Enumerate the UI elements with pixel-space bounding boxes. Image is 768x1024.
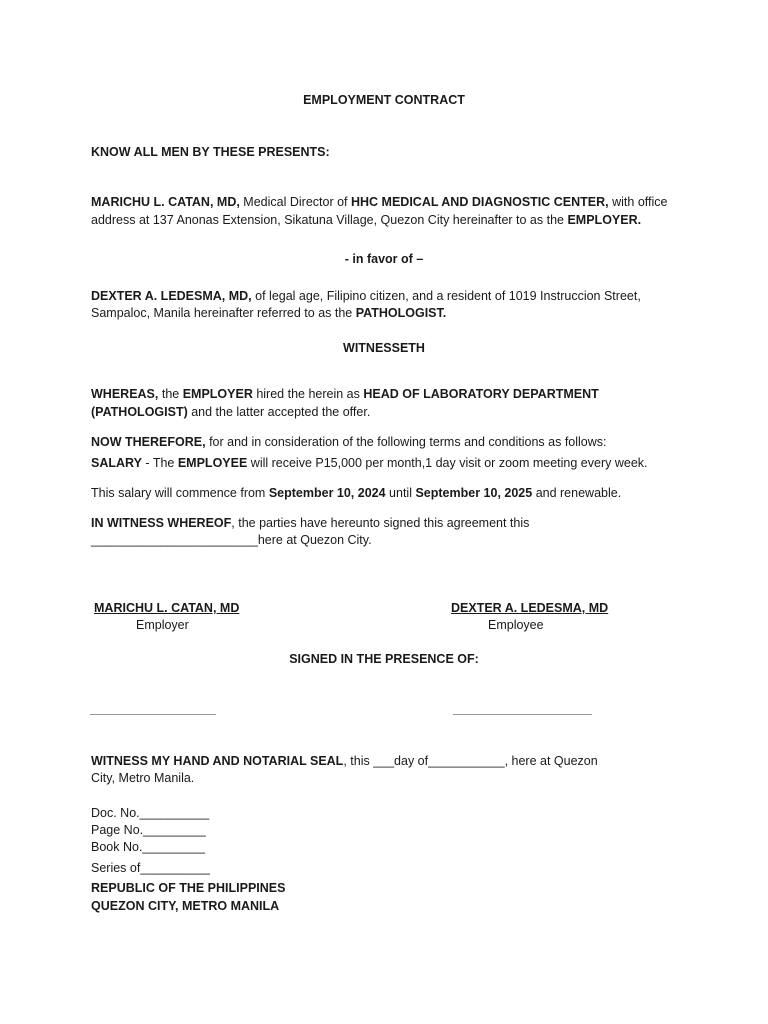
commence-paragraph: This salary will commence from September 10, 2024 until September 10, 2025 and renewable. bbox=[91, 486, 622, 500]
city-heading: QUEZON CITY, METRO MANILA bbox=[91, 899, 280, 913]
notarial-line-1: WITNESS MY HAND AND NOTARIAL SEAL, this ___day of___________, here at Quezon bbox=[91, 754, 598, 768]
republic-heading: REPUBLIC OF THE PHILIPPINES bbox=[91, 881, 286, 895]
employee-signatory-name: DEXTER A. LEDESMA, MD bbox=[451, 601, 609, 615]
witnesseth-heading: WITNESSETH bbox=[343, 341, 425, 355]
start-date: September 10, 2024 bbox=[268, 486, 386, 500]
signed-presence-heading: SIGNED IN THE PRESENCE OF: bbox=[289, 652, 479, 666]
whereas-line-2: (PATHOLOGIST) and the latter accepted the offer. bbox=[91, 405, 371, 419]
now-therefore-paragraph: NOW THEREFORE, for and in consideration of the following terms and conditions as follows: bbox=[91, 435, 607, 449]
witness-whereof-line-2: ________________________here at Quezon City. bbox=[91, 533, 372, 547]
employer-name: MARICHU L. CATAN, MD, bbox=[91, 195, 240, 209]
witness-whereof-line-1: IN WITNESS WHEREOF, the parties have hereunto signed this agreement this bbox=[91, 516, 530, 530]
employer-signatory-role: Employer bbox=[136, 618, 189, 632]
employer-line-1: MARICHU L. CATAN, MD, Medical Director of HHC MEDICAL AND DIAGNOSTIC CENTER, with office bbox=[91, 195, 668, 209]
page-no-field: Page No._________ bbox=[91, 823, 206, 837]
witness-signature-line-left bbox=[90, 714, 216, 715]
employee-line-1: DEXTER A. LEDESMA, MD, of legal age, Filipino citizen, and a resident of 1019 Instruccion Street, bbox=[91, 289, 641, 303]
whereas-line-1: WHEREAS, the EMPLOYER hired the herein as HEAD OF LABORATORY DEPARTMENT bbox=[91, 387, 599, 401]
employer-line-2: address at 137 Anonas Extension, Sikatuna Village, Quezon City hereinafter to as the EMPLOYER. bbox=[91, 213, 642, 227]
intro-heading: KNOW ALL MEN BY THESE PRESENTS: bbox=[91, 145, 330, 159]
employee-line-2: Sampaloc, Manila hereinafter referred to as the PATHOLOGIST. bbox=[91, 306, 447, 320]
witness-signature-line-right bbox=[453, 714, 592, 715]
notarial-line-2: City, Metro Manila. bbox=[91, 771, 195, 785]
series-field: Series of__________ bbox=[91, 861, 210, 875]
document-title: EMPLOYMENT CONTRACT bbox=[303, 93, 465, 107]
salary-paragraph: SALARY - The EMPLOYEE will receive P15,000 per month,1 day visit or zoom meeting every week. bbox=[91, 456, 648, 470]
employee-name: DEXTER A. LEDESMA, MD, bbox=[91, 289, 252, 303]
doc-no-field: Doc. No.__________ bbox=[91, 806, 210, 820]
in-favor-of: - in favor of – bbox=[344, 252, 424, 266]
employee-signatory-role: Employee bbox=[488, 618, 544, 632]
employer-signatory-name: MARICHU L. CATAN, MD bbox=[94, 601, 240, 615]
company-name: HHC MEDICAL AND DIAGNOSTIC CENTER, bbox=[350, 195, 609, 209]
end-date: September 10, 2025 bbox=[415, 486, 533, 500]
book-no-field: Book No._________ bbox=[91, 840, 205, 854]
